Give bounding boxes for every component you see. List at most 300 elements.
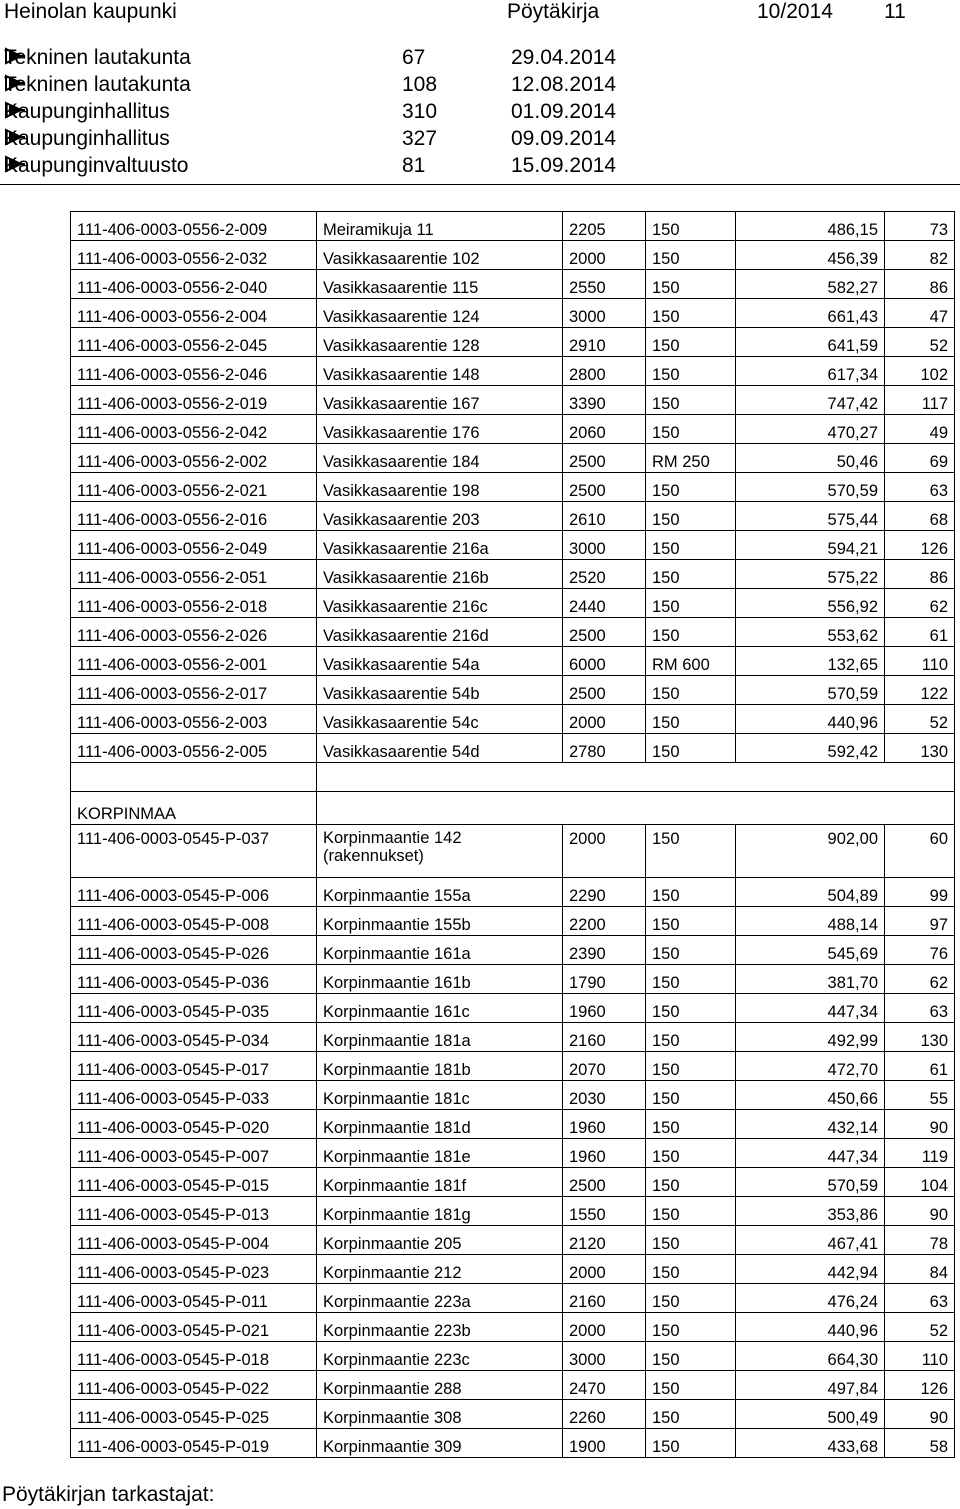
table-cell: 110: [885, 647, 955, 676]
table-cell: 150: [646, 618, 736, 647]
table-cell: Korpinmaantie 308: [317, 1400, 563, 1429]
table-cell: 150: [646, 936, 736, 965]
table-row: [71, 618, 955, 647]
table-cell: 111-406-0003-0545-P-015: [71, 1168, 317, 1197]
table-cell: 76: [885, 936, 955, 965]
table-cell: RM 600: [646, 647, 736, 676]
table-cell: 2200: [563, 907, 646, 936]
table-cell: 126: [885, 1371, 955, 1400]
meeting-body: Kaupunginhallitus: [4, 100, 170, 123]
meeting-number: 327: [402, 127, 438, 150]
table-cell: 150: [646, 1371, 736, 1400]
table-cell: 111-406-0003-0545-P-018: [71, 1342, 317, 1371]
table-cell: 111-406-0003-0545-P-007: [71, 1139, 317, 1168]
table-cell: 69: [885, 444, 955, 473]
table-row: [71, 734, 955, 763]
doc-number: 10/2014: [757, 0, 833, 23]
table-cell: 78: [885, 1226, 955, 1255]
table-cell: 1550: [563, 1197, 646, 1226]
table-cell: Korpinmaantie 288: [317, 1371, 563, 1400]
table-cell: 150: [646, 328, 736, 357]
parcel-table: [70, 211, 955, 1458]
table-cell: 575,44: [736, 502, 885, 531]
table-cell: 150: [646, 1052, 736, 1081]
table-cell: 111-406-0003-0545-P-025: [71, 1400, 317, 1429]
table-cell: 130: [885, 734, 955, 763]
table-cell: 150: [646, 1400, 736, 1429]
table-cell: 104: [885, 1168, 955, 1197]
table-cell: 111-406-0003-0556-2-032: [71, 241, 317, 270]
table-cell: 150: [646, 1081, 736, 1110]
table-cell: Vasikkasaarentie 124: [317, 299, 563, 328]
table-cell: 150: [646, 1023, 736, 1052]
table-cell: 1790: [563, 965, 646, 994]
table-row: [71, 270, 955, 299]
table-row: [71, 560, 955, 589]
table-cell: Korpinmaantie 181c: [317, 1081, 563, 1110]
meeting-date: 09.09.2014: [511, 127, 617, 150]
table-cell: 150: [646, 270, 736, 299]
table-cell: 84: [885, 1255, 955, 1284]
table-cell: 150: [646, 415, 736, 444]
table-cell: 2205: [563, 212, 646, 241]
table-cell: Korpinmaantie 181e: [317, 1139, 563, 1168]
table-cell: 111-406-0003-0545-P-026: [71, 936, 317, 965]
table-cell: 52: [885, 1313, 955, 1342]
table-cell: Vasikkasaarentie 102: [317, 241, 563, 270]
table-cell: 111-406-0003-0545-P-035: [71, 994, 317, 1023]
table-cell: Vasikkasaarentie 54c: [317, 705, 563, 734]
table-cell: 97: [885, 907, 955, 936]
table-cell: 575,22: [736, 560, 885, 589]
table-cell: Korpinmaantie 155b: [317, 907, 563, 936]
table-cell: 476,24: [736, 1284, 885, 1313]
table-cell: 2160: [563, 1284, 646, 1313]
table-cell: Korpinmaantie 181b: [317, 1052, 563, 1081]
meeting-body: Tekninen lautakunta: [4, 73, 191, 96]
table-cell: 488,14: [736, 907, 885, 936]
table-cell: 150: [646, 1313, 736, 1342]
meeting-date: 29.04.2014: [511, 46, 617, 69]
table-cell: 63: [885, 473, 955, 502]
table-cell: 111-406-0003-0545-P-022: [71, 1371, 317, 1400]
table-cell: 553,62: [736, 618, 885, 647]
table-cell: Korpinmaantie 161c: [317, 994, 563, 1023]
table-cell: 111-406-0003-0545-P-020: [71, 1110, 317, 1139]
table-cell: 102: [885, 357, 955, 386]
table-cell: 902,00: [736, 825, 885, 878]
table-cell: 504,89: [736, 878, 885, 907]
table-cell: 111-406-0003-0556-2-049: [71, 531, 317, 560]
table-cell: 73: [885, 212, 955, 241]
table-row: [71, 825, 955, 878]
meeting-date: 15.09.2014: [511, 154, 617, 177]
table-cell: [317, 792, 955, 825]
meeting-list: [4, 46, 617, 181]
table-cell: Korpinmaantie 181f: [317, 1168, 563, 1197]
table-row: [71, 936, 955, 965]
table-row: [71, 1371, 955, 1400]
table-row: [71, 705, 955, 734]
table-cell: 150: [646, 299, 736, 328]
table-cell: 111-406-0003-0556-2-003: [71, 705, 317, 734]
table-cell: 86: [885, 270, 955, 299]
table-cell: 150: [646, 1168, 736, 1197]
table-cell: 111-406-0003-0556-2-046: [71, 357, 317, 386]
table-cell: 2160: [563, 1023, 646, 1052]
table-cell: 1960: [563, 1139, 646, 1168]
table-row: [71, 241, 955, 270]
table-cell: Korpinmaantie 212: [317, 1255, 563, 1284]
table-cell: Vasikkasaarentie 184: [317, 444, 563, 473]
table-cell: 150: [646, 531, 736, 560]
table-cell: Vasikkasaarentie 176: [317, 415, 563, 444]
meeting-number: 108: [402, 73, 438, 96]
table-cell: 111-406-0003-0556-2-019: [71, 386, 317, 415]
table-cell: 62: [885, 589, 955, 618]
table-cell: Vasikkasaarentie 128: [317, 328, 563, 357]
table-cell: 6000: [563, 647, 646, 676]
table-row: [71, 1168, 955, 1197]
table-cell: 117: [885, 386, 955, 415]
table-cell: 447,34: [736, 1139, 885, 1168]
table-cell: 2500: [563, 1168, 646, 1197]
meeting-number: 67: [402, 46, 426, 69]
table-cell: Korpinmaantie 161b: [317, 965, 563, 994]
table-cell: 641,59: [736, 328, 885, 357]
table-cell: 122: [885, 676, 955, 705]
table-cell: 570,59: [736, 473, 885, 502]
table-cell: 440,96: [736, 705, 885, 734]
table-cell: 661,43: [736, 299, 885, 328]
table-cell: 150: [646, 1284, 736, 1313]
table-row: [71, 1429, 955, 1458]
table-cell: 90: [885, 1110, 955, 1139]
table-cell: 111-406-0003-0545-P-034: [71, 1023, 317, 1052]
table-row: [71, 328, 955, 357]
table-cell: Vasikkasaarentie 54b: [317, 676, 563, 705]
table-cell: 545,69: [736, 936, 885, 965]
table-row: [71, 299, 955, 328]
table-cell: 556,92: [736, 589, 885, 618]
meeting-row: [4, 100, 617, 127]
table-row: [71, 357, 955, 386]
table-cell: Korpinmaantie 223a: [317, 1284, 563, 1313]
table-cell: 497,84: [736, 1371, 885, 1400]
table-cell: 111-406-0003-0556-2-005: [71, 734, 317, 763]
table-cell: 111-406-0003-0545-P-011: [71, 1284, 317, 1313]
footer-reviewers: Pöytäkirjan tarkastajat:: [2, 1483, 215, 1506]
meeting-body: Kaupunginhallitus: [4, 127, 170, 150]
table-cell: 570,59: [736, 676, 885, 705]
table-cell: 63: [885, 994, 955, 1023]
table-cell: 150: [646, 560, 736, 589]
table-cell: 111-406-0003-0556-2-016: [71, 502, 317, 531]
meeting-number: 310: [402, 100, 438, 123]
table-cell: 472,70: [736, 1052, 885, 1081]
table-cell: Vasikkasaarentie 216d: [317, 618, 563, 647]
table-cell: 2290: [563, 878, 646, 907]
table-cell: 111-406-0003-0556-2-004: [71, 299, 317, 328]
table-cell: 450,66: [736, 1081, 885, 1110]
meeting-body: Tekninen lautakunta: [4, 46, 191, 69]
table-cell: Korpinmaantie 181d: [317, 1110, 563, 1139]
table-row: [71, 531, 955, 560]
table-cell: 150: [646, 705, 736, 734]
table-cell: 150: [646, 473, 736, 502]
table-cell: 150: [646, 502, 736, 531]
page-header: [0, 0, 960, 26]
table-cell: 150: [646, 994, 736, 1023]
table-cell: 2470: [563, 1371, 646, 1400]
table-cell: 111-406-0003-0556-2-002: [71, 444, 317, 473]
table-cell: Meiramikuja 11: [317, 212, 563, 241]
table-cell: 86: [885, 560, 955, 589]
table-cell: 150: [646, 1429, 736, 1458]
table-row: [71, 907, 955, 936]
table-cell: 111-406-0003-0545-P-006: [71, 878, 317, 907]
table-cell: 150: [646, 1110, 736, 1139]
doc-type: Pöytäkirja: [507, 0, 600, 23]
table-cell: 150: [646, 589, 736, 618]
table-row: [71, 589, 955, 618]
table-cell: 50,46: [736, 444, 885, 473]
table-cell: 594,21: [736, 531, 885, 560]
table-cell: 2060: [563, 415, 646, 444]
table-cell: Vasikkasaarentie 198: [317, 473, 563, 502]
table-cell: 2550: [563, 270, 646, 299]
table-cell: 150: [646, 1226, 736, 1255]
table-cell: Vasikkasaarentie 167: [317, 386, 563, 415]
table-cell: 63: [885, 1284, 955, 1313]
table-cell: 150: [646, 878, 736, 907]
table-cell: 2440: [563, 589, 646, 618]
table-cell: 111-406-0003-0545-P-019: [71, 1429, 317, 1458]
table-cell: 570,59: [736, 1168, 885, 1197]
table-cell: 2800: [563, 357, 646, 386]
table-cell: 111-406-0003-0545-P-021: [71, 1313, 317, 1342]
table-cell: 58: [885, 1429, 955, 1458]
table-cell: 664,30: [736, 1342, 885, 1371]
table-cell: 47: [885, 299, 955, 328]
table-cell: 90: [885, 1197, 955, 1226]
table-row: [71, 1081, 955, 1110]
table-row: [71, 878, 955, 907]
table-cell: 150: [646, 965, 736, 994]
table-cell: 432,14: [736, 1110, 885, 1139]
meeting-date: 01.09.2014: [511, 100, 617, 123]
table-cell: Korpinmaantie 181a: [317, 1023, 563, 1052]
table-cell: Korpinmaantie 161a: [317, 936, 563, 965]
table-row: [71, 1139, 955, 1168]
table-cell: 82: [885, 241, 955, 270]
table-cell: 2500: [563, 618, 646, 647]
table-cell: 617,34: [736, 357, 885, 386]
table-cell: 150: [646, 1342, 736, 1371]
table-cell: 126: [885, 531, 955, 560]
table-cell: 150: [646, 907, 736, 936]
meeting-row: [4, 154, 617, 181]
table-row: [71, 1400, 955, 1429]
table-cell: 90: [885, 1400, 955, 1429]
table-row: [71, 1342, 955, 1371]
table-cell: Korpinmaantie 223b: [317, 1313, 563, 1342]
table-row: [71, 1313, 955, 1342]
table-cell: 111-406-0003-0545-P-013: [71, 1197, 317, 1226]
table-cell: 52: [885, 328, 955, 357]
table-cell: 2000: [563, 825, 646, 878]
table-cell: Vasikkasaarentie 216a: [317, 531, 563, 560]
table-cell: [317, 763, 955, 792]
table-cell: 111-406-0003-0556-2-001: [71, 647, 317, 676]
table-cell: 55: [885, 1081, 955, 1110]
table-cell: 150: [646, 1255, 736, 1284]
table-cell: 2000: [563, 1313, 646, 1342]
table-row: [71, 1023, 955, 1052]
table-cell: 470,27: [736, 415, 885, 444]
table-row: [71, 647, 955, 676]
table-cell: 150: [646, 734, 736, 763]
table-cell: 2000: [563, 241, 646, 270]
table-cell: 52: [885, 705, 955, 734]
table-cell: Vasikkasaarentie 216c: [317, 589, 563, 618]
table-cell: 60: [885, 825, 955, 878]
table-cell: 150: [646, 676, 736, 705]
table-cell: 2070: [563, 1052, 646, 1081]
table-cell: 111-406-0003-0556-2-042: [71, 415, 317, 444]
table-cell: 500,49: [736, 1400, 885, 1429]
table-row: [71, 1255, 955, 1284]
table-cell: 150: [646, 386, 736, 415]
table-cell: Korpinmaantie 223c: [317, 1342, 563, 1371]
table-cell: Korpinmaantie 155a: [317, 878, 563, 907]
table-cell: 111-406-0003-0545-P-036: [71, 965, 317, 994]
table-cell: 747,42: [736, 386, 885, 415]
table-cell: 1960: [563, 1110, 646, 1139]
table-cell: 2500: [563, 444, 646, 473]
table-cell: 150: [646, 212, 736, 241]
table-cell: 130: [885, 1023, 955, 1052]
table-cell: 150: [646, 357, 736, 386]
table-cell: 3390: [563, 386, 646, 415]
table-cell: 110: [885, 1342, 955, 1371]
table-cell: Korpinmaantie 309: [317, 1429, 563, 1458]
table-row: [71, 676, 955, 705]
blank-row: [71, 763, 955, 792]
divider: [0, 184, 960, 185]
table-cell: 2000: [563, 705, 646, 734]
table-cell: 111-406-0003-0545-P-033: [71, 1081, 317, 1110]
table-cell: 111-406-0003-0556-2-045: [71, 328, 317, 357]
table-row: [71, 1284, 955, 1313]
table-cell: 486,15: [736, 212, 885, 241]
table-cell: 3000: [563, 1342, 646, 1371]
table-cell: RM 250: [646, 444, 736, 473]
table-cell: Korpinmaantie 181g: [317, 1197, 563, 1226]
table-row: [71, 386, 955, 415]
section-title: KORPINMAA: [71, 792, 317, 825]
table-cell: 1900: [563, 1429, 646, 1458]
table-cell: 2520: [563, 560, 646, 589]
table-cell: 2780: [563, 734, 646, 763]
table-cell: 111-406-0003-0556-2-051: [71, 560, 317, 589]
org-name: Heinolan kaupunki: [4, 0, 177, 23]
table-cell: 2000: [563, 1255, 646, 1284]
table-cell: Vasikkasaarentie 54d: [317, 734, 563, 763]
table-cell: 353,86: [736, 1197, 885, 1226]
table-cell: 442,94: [736, 1255, 885, 1284]
table-row: [71, 965, 955, 994]
table-cell: 111-406-0003-0545-P-023: [71, 1255, 317, 1284]
table-cell: [71, 763, 317, 792]
table-cell: Vasikkasaarentie 54a: [317, 647, 563, 676]
table-cell: 1960: [563, 994, 646, 1023]
meeting-date: 12.08.2014: [511, 73, 617, 96]
table-cell: 381,70: [736, 965, 885, 994]
table-cell: 62: [885, 965, 955, 994]
table-row: [71, 444, 955, 473]
table-cell: 433,68: [736, 1429, 885, 1458]
table-cell: 150: [646, 1139, 736, 1168]
table-row: [71, 1052, 955, 1081]
table-cell: 456,39: [736, 241, 885, 270]
table-cell: 111-406-0003-0556-2-021: [71, 473, 317, 502]
section-row: [71, 792, 955, 825]
table-cell: 111-406-0003-0556-2-040: [71, 270, 317, 299]
table-cell: 150: [646, 1197, 736, 1226]
table-cell: 2390: [563, 936, 646, 965]
table-cell: 592,42: [736, 734, 885, 763]
table-row: [71, 212, 955, 241]
table-cell: 99: [885, 878, 955, 907]
meeting-number: 81: [402, 154, 426, 177]
table-cell: 2500: [563, 676, 646, 705]
table-row: [71, 415, 955, 444]
table-cell: 2910: [563, 328, 646, 357]
table-cell: Vasikkasaarentie 148: [317, 357, 563, 386]
table-cell: 150: [646, 241, 736, 270]
table-cell: 2610: [563, 502, 646, 531]
table-row: [71, 473, 955, 502]
table-cell: 111-406-0003-0545-P-008: [71, 907, 317, 936]
table-cell: 49: [885, 415, 955, 444]
meeting-row: [4, 127, 617, 154]
table-cell: 132,65: [736, 647, 885, 676]
table-row: [71, 1226, 955, 1255]
table-cell: 111-406-0003-0545-P-017: [71, 1052, 317, 1081]
table-cell: 440,96: [736, 1313, 885, 1342]
table-cell: Korpinmaantie 142 (rakennukset): [317, 825, 563, 878]
table-cell: Vasikkasaarentie 216b: [317, 560, 563, 589]
table-row: [71, 502, 955, 531]
table-cell: 111-406-0003-0545-P-037: [71, 825, 317, 878]
table-cell: 447,34: [736, 994, 885, 1023]
table-cell: Korpinmaantie 205: [317, 1226, 563, 1255]
table-cell: 61: [885, 618, 955, 647]
table-cell: 150: [646, 825, 736, 878]
table-cell: 61: [885, 1052, 955, 1081]
table-cell: 111-406-0003-0556-2-009: [71, 212, 317, 241]
meeting-row: [4, 46, 617, 73]
table-cell: 68: [885, 502, 955, 531]
table-cell: 3000: [563, 531, 646, 560]
table-cell: Vasikkasaarentie 203: [317, 502, 563, 531]
table-cell: 111-406-0003-0545-P-004: [71, 1226, 317, 1255]
table-cell: 111-406-0003-0556-2-017: [71, 676, 317, 705]
table-row: [71, 1197, 955, 1226]
table-cell: 467,41: [736, 1226, 885, 1255]
table-cell: 2030: [563, 1081, 646, 1110]
